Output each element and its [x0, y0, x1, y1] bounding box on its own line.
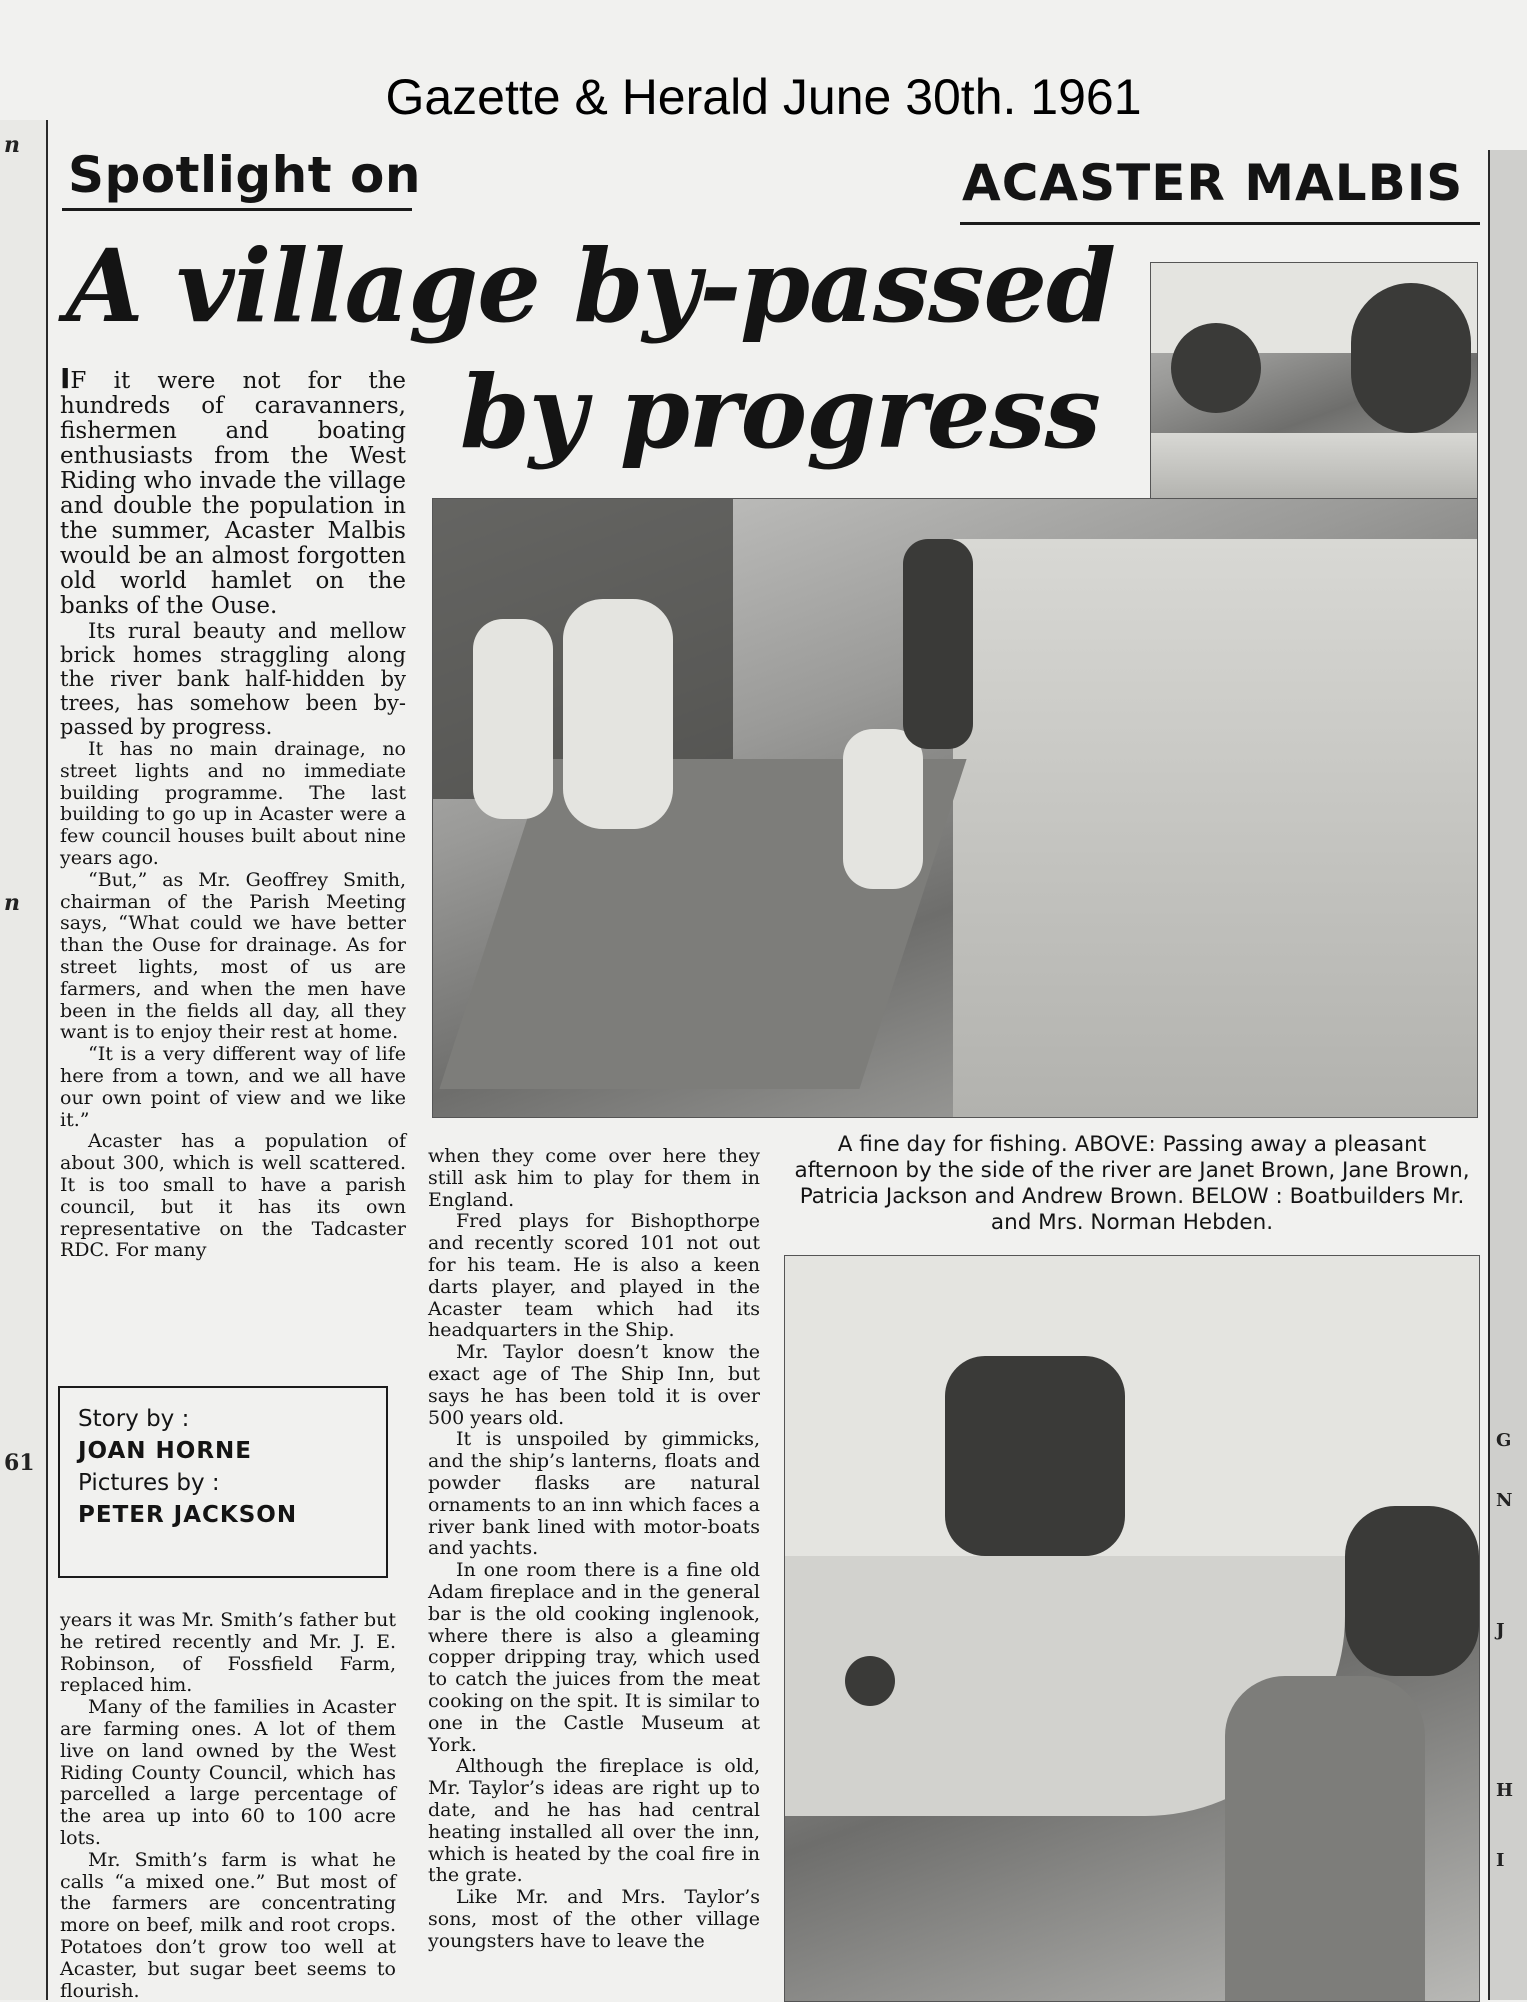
source-caption: Gazette & Herald June 30th. 1961	[385, 69, 1142, 125]
paragraph: Many of the families in Acaster are farming ones. A lot of them live on land owned by the West Riding County Council, which has parcelled a large percentage of the area up into 60 to 100 acre lots.	[60, 1696, 396, 1849]
margin-fragment: N	[1496, 1490, 1513, 1511]
paragraph: years it was Mr. Smith’s father but he retired recently and Mr. J. E. Robinson, of Fossfield Farm, replaced him.	[60, 1609, 396, 1697]
article-column-1-continued	[60, 1610, 396, 2002]
paragraph: when they come over here they still ask him to play for them in England.	[428, 1145, 760, 1211]
kicker-spotlight: Spotlight on	[68, 146, 421, 204]
photo-jetty-children	[432, 498, 1478, 1118]
margin-fragment: G	[1496, 1430, 1512, 1451]
pictures-by-label: Pictures by :	[78, 1470, 220, 1496]
photo-riverbank-trees	[1150, 262, 1478, 502]
paragraph: Its rural beauty and mellow brick homes straggling along the river bank half-hidden by trees, has somehow been by-passed by progress.	[60, 619, 406, 739]
paragraph: Mr. Taylor doesn’t know the exact age of The Ship Inn, but says he has been told it is over 500 years old.	[428, 1341, 760, 1429]
photo-caption: A fine day for fishing. ABOVE: Passing away a pleasant afternoon by the side of the river are Janet Brown, Jane Brown, Patricia Jackson and Andrew Brown. BELOW : Boatbuilders Mr. and Mrs. Norman Hebden.	[794, 1132, 1470, 1235]
kicker-place-name: ACASTER MALBIS	[962, 154, 1464, 212]
margin-fragment: J	[1496, 1620, 1505, 1641]
paragraph: Like Mr. and Mrs. Taylor’s sons, most of the other village youngsters have to leave the	[428, 1886, 760, 1952]
divider	[960, 222, 1480, 225]
right-margin-strip	[1488, 150, 1527, 2000]
photographer: PETER JACKSON	[78, 1502, 298, 1528]
divider	[62, 208, 412, 211]
drop-cap: I	[60, 362, 71, 395]
credits-box	[58, 1386, 388, 1578]
margin-fragment: H	[1496, 1780, 1514, 1801]
story-author: JOAN HORNE	[78, 1438, 253, 1464]
paragraph: It has no main drainage, no street lights and no immediate building programme. The last building to go up in Acaster were a few council houses built about nine years ago.	[60, 738, 406, 869]
margin-fragment: n	[4, 132, 20, 158]
paragraph: “But,” as Mr. Geoffrey Smith, chairman of the Parish Meeting says, “What could we have better than the Ouse for drainage. As for street lights, most of us are farmers, and when the men have been in the fields all day, all they want is to enjoy their rest at home.	[60, 868, 406, 1044]
paragraph: “It is a very different way of life here from a town, and we all have our own point of view and we like it.”	[60, 1043, 406, 1131]
left-margin-strip	[0, 120, 48, 2000]
paragraph: Acaster has a population of about 300, which is well scattered. It is too small to have a parish council, but it has its own representative on the Tadcaster RDC. For many	[60, 1130, 406, 1262]
paragraph: Although the fireplace is old, Mr. Taylor’s ideas are right up to date, and he has had central heating installed all over the inn, which is heated by the coal fire in the grate.	[428, 1755, 760, 1887]
paragraph: Fred plays for Bishopthorpe and recently scored 101 not out for his team. He is also a keen darts player, and played in the Acaster team which had its headquarters in the Ship.	[428, 1210, 760, 1342]
headline-line-1: A village by-passed	[66, 227, 1116, 345]
article-column-2	[428, 1146, 760, 1952]
story-by-label: Story by :	[78, 1406, 190, 1432]
paragraph: Mr. Smith’s farm is what he calls “a mixed one.” But most of the farmers are concentrating more on beef, milk and root crops. Potatoes don’t grow too well at Acaster, but sugar beet seems to flourish.	[60, 1848, 396, 2002]
paragraph: IF it were not for the hundreds of caravanners, fishermen and boating enthusiasts from the West Riding who invade the village and double the population in the summer, Acaster Malbis would be an almost forgotten old world hamlet on the banks of the Ouse.	[60, 362, 406, 619]
headline-line-2: by progress	[460, 362, 1118, 468]
paragraph: It is unspoiled by gimmicks, and the ship’s lanterns, floats and powder flasks are natural ornaments to an inn which faces a river bank lined with motor-boats and yachts.	[428, 1428, 760, 1560]
article-column-1	[60, 362, 406, 1262]
margin-fragment: I	[1496, 1850, 1505, 1871]
photo-boatbuilders	[784, 1255, 1480, 2002]
margin-fragment: n	[4, 890, 20, 916]
margin-fragment: 61	[4, 1450, 35, 1476]
paragraph: In one room there is a fine old Adam fireplace and in the general bar is the old cooking inglenook, where there is also a gleaming copper dripping tray, which used to catch the juices from the meat cooking on the spit. It is similar to one in the Castle Museum at York.	[428, 1559, 760, 1756]
